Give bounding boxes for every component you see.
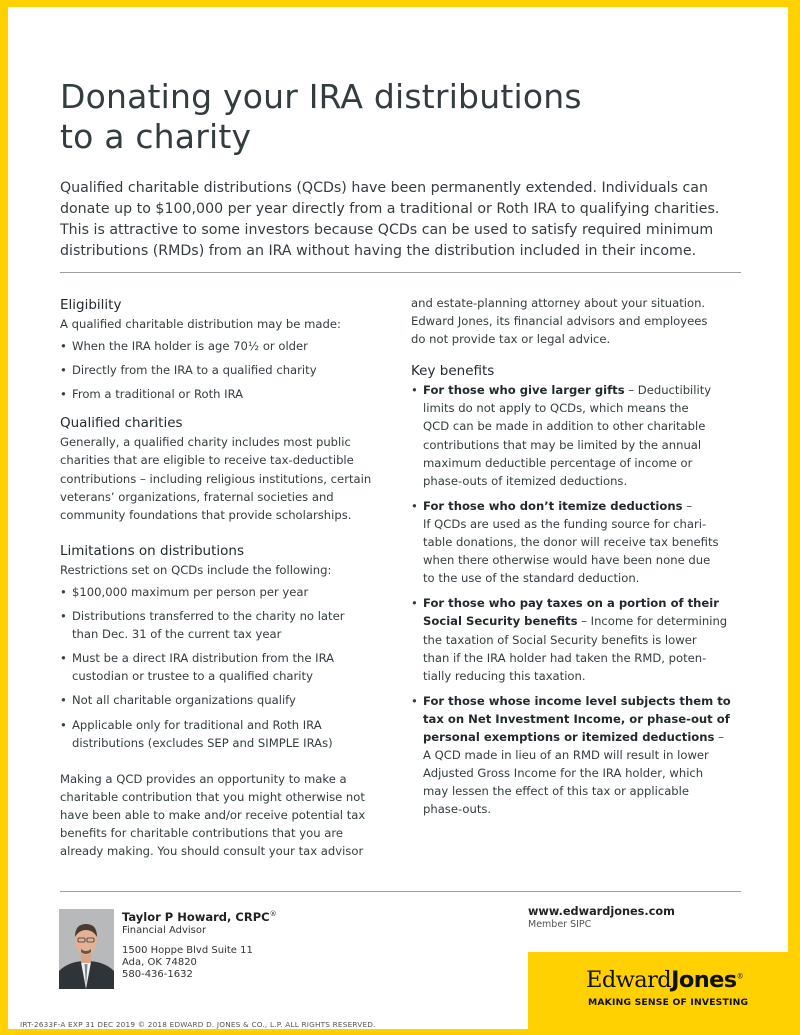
list-item (60, 691, 395, 709)
text-line: Making a QCD provides an opportunity to make a (60, 771, 347, 786)
text-line: and estate-planning attorney about your situation. (411, 296, 706, 310)
bottom-divider (60, 891, 741, 892)
text-line: veterans’ organizations, fraternal societies and (60, 489, 334, 504)
text-line: – (682, 498, 692, 513)
list-item-line: Distributions transferred to the charity no later (72, 609, 345, 624)
list-item-line: Must be a direct IRA distribution from the IRA (72, 651, 335, 666)
page-title (60, 77, 700, 157)
qualified-text (60, 433, 395, 523)
advisor-name: Taylor P Howard, CRPC (122, 909, 270, 924)
benefit-item (411, 692, 756, 819)
qualified-heading: Qualified charities (60, 415, 183, 432)
benefit-title: Social Security benefits (423, 614, 578, 629)
text-line: – Income for determining (577, 614, 728, 629)
advisor-address-1: 1500 Hoppe Blvd Suite 11 (122, 944, 253, 956)
text-line: to the use of the standard deduction. (423, 571, 640, 586)
text-line: Adjusted Gross Income for the IRA holder, which (423, 766, 704, 781)
member-sipc: Member SIPC (528, 919, 592, 930)
logo-registered-mark: ® (736, 972, 743, 981)
intro-paragraph (60, 178, 750, 262)
text-line: phase-outs of itemized deductions. (423, 473, 628, 488)
text-line: A QCD made in lieu of an RMD will result in lower (423, 748, 709, 763)
closing-continued (411, 294, 756, 348)
benefit-title: tax on Net Investment Income, or phase-out of (423, 711, 730, 726)
list-item-line: custodian or trustee to a qualified charity (72, 669, 313, 684)
logo-wordmark (586, 967, 743, 993)
eligibility-heading: Eligibility (60, 297, 122, 313)
text-line: contributions that may be limited by the annual (423, 437, 702, 452)
advisor-portrait-icon (59, 909, 114, 989)
limitations-text: Restrictions set on QCDs include the following: (60, 562, 332, 577)
benefit-title: For those who don’t itemize deductions (423, 498, 683, 513)
copyright-notice: IRT-2633F-A EXP 31 DEC 2019 © 2018 EDWARD D. JONES & CO., L.P. ALL RIGHTS RESERVED. (20, 1020, 376, 1029)
list-item (60, 607, 395, 643)
benefit-item (411, 497, 756, 587)
text-line: phase-outs. (423, 802, 492, 817)
benefit-title: For those who pay taxes on a portion of their (423, 596, 719, 611)
text-line: benefits for charitable contributions that you are (60, 825, 343, 840)
text-line: the taxation of Social Security benefits is lower (423, 632, 697, 647)
benefit-item (411, 594, 756, 684)
edward-jones-logo (528, 952, 788, 1029)
text-line: than if the IRA holder had taken the RMD, poten- (423, 650, 707, 665)
list-item-line: Applicable only for traditional and Roth IRA (72, 717, 322, 732)
text-line: table donations, the donor will receive tax benefits (423, 535, 719, 550)
text-line: – (714, 729, 724, 744)
title-line-2: to a charity (60, 117, 252, 156)
title-line-1: Donating your IRA distributions (60, 77, 582, 116)
eligibility-list (60, 337, 395, 403)
text-line: have been able to make and/or receive potential tax (60, 807, 366, 822)
right-column (411, 294, 756, 818)
text-line: Edward Jones, its financial advisors and employees (411, 314, 708, 329)
benefit-title: For those whose income level subjects them to (423, 693, 731, 708)
text-line: already making. You should consult your tax advisor (60, 844, 364, 859)
text-line: Generally, a qualified charity includes most public (60, 435, 351, 450)
list-item (60, 583, 395, 601)
intro-line: This is attractive to some investors because QCDs can be used to satisfy required minimum (60, 222, 714, 238)
left-column (60, 296, 395, 860)
list-item-line: distributions (excludes SEP and SIMPLE IRAs) (72, 735, 333, 750)
text-line: charities that are eligible to receive tax-deductible (60, 453, 354, 468)
list-item-line: than Dec. 31 of the current tax year (72, 627, 282, 642)
list-item (60, 649, 395, 685)
intro-line: donate up to $100,000 per year directly from a traditional or Roth IRA to qualifying charities. (60, 201, 720, 217)
text-line: community foundations that provide scholarships. (60, 507, 352, 522)
advisor-info (122, 907, 277, 981)
closing-paragraph (60, 770, 395, 860)
list-item (60, 716, 395, 752)
text-line: If QCDs are used as the funding source for chari- (423, 516, 707, 531)
benefit-title: personal exemptions or itemized deductions (423, 729, 715, 744)
document-page (8, 7, 788, 1029)
advisor-photo (59, 909, 114, 989)
text-line: do not provide tax or legal advice. (411, 332, 611, 347)
logo-edward: Edward (586, 967, 672, 993)
intro-line: Qualified charitable distributions (QCDs) have been permanently extended. Individuals can (60, 180, 708, 196)
text-line: tially reducing this taxation. (423, 668, 586, 683)
list-item: • When the IRA holder is age 70½ or older (60, 337, 395, 355)
text-line: – Deductibility (624, 383, 712, 398)
list-item: • From a traditional or Roth IRA (60, 385, 395, 403)
logo-tagline: MAKING SENSE OF INVESTING (588, 997, 749, 1008)
text-line: when there otherwise would have been none due (423, 553, 711, 568)
advisor-address-2: Ada, OK 74820 (122, 956, 197, 968)
advisor-role: Financial Advisor (122, 924, 207, 936)
text-line: limits do not apply to QCDs, which means the (423, 401, 689, 416)
top-divider (60, 272, 741, 273)
benefit-item (411, 381, 756, 490)
list-item-line: $100,000 maximum per person per year (72, 584, 309, 599)
advisor-phone[interactable]: 580-436-1632 (122, 968, 193, 980)
limitations-list (60, 583, 395, 752)
registered-mark: ® (269, 910, 277, 918)
limitations-heading: Limitations on distributions (60, 542, 244, 559)
text-line: charitable contribution that you might otherwise not (60, 789, 365, 804)
intro-line: distributions (RMDs) from an IRA without having the distribution included in their income. (60, 243, 697, 259)
list-item-line: Not all charitable organizations qualify (72, 693, 296, 708)
text-line: maximum deductible percentage of income or (423, 455, 693, 470)
text-line: contributions – including religious institutions, certain (60, 471, 372, 486)
text-line: may lessen the effect of this tax or applicable (423, 784, 690, 799)
benefits-heading: Key benefits (411, 363, 495, 380)
benefit-title: For those who give larger gifts (423, 383, 625, 398)
website-link[interactable]: www.edwardjones.com (528, 905, 675, 918)
benefits-list (411, 381, 756, 818)
eligibility-text: A qualified charitable distribution may be made: (60, 317, 341, 331)
logo-jones: Jones (671, 967, 737, 993)
text-line: QCD can be made in addition to other charitable (423, 419, 706, 434)
list-item: • Directly from the IRA to a qualified charity (60, 361, 395, 379)
website-block (528, 905, 675, 930)
